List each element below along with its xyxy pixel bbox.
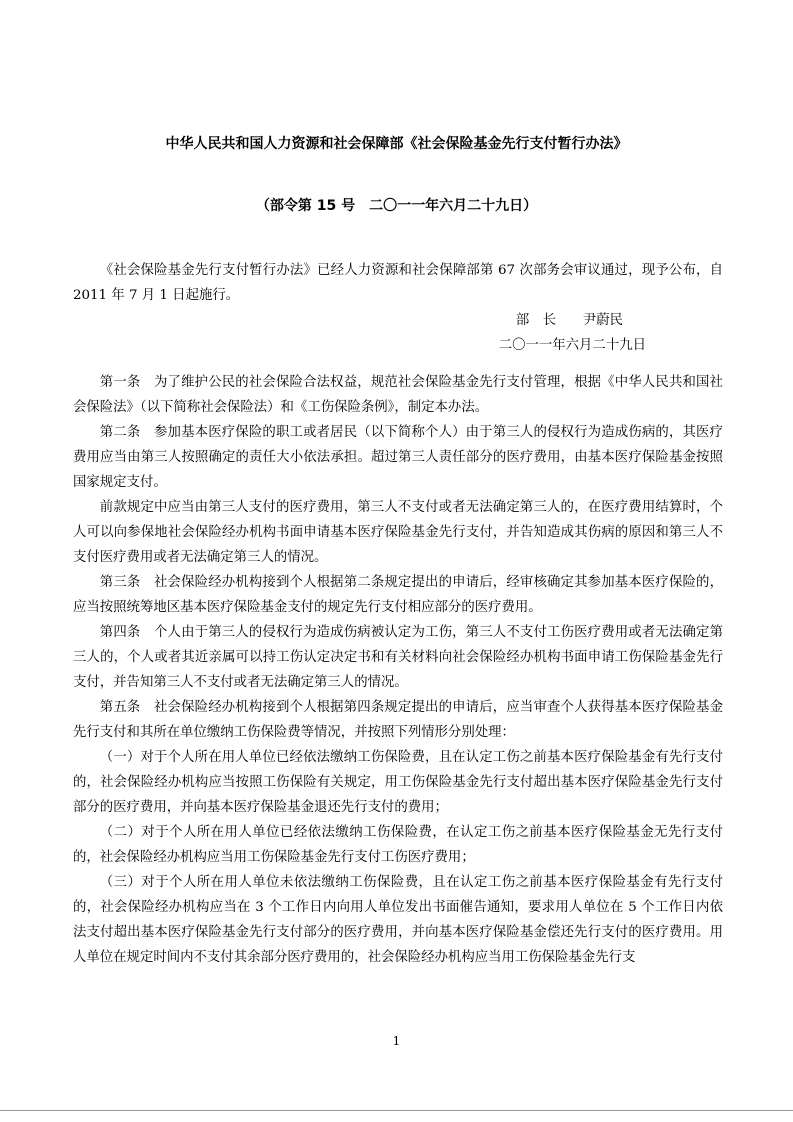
page-divider: [0, 1110, 793, 1111]
article-2-paragraph-2: 前款规定中应当由第三人支付的医疗费用，第三人不支付或者无法确定第三人的，在医疗费用结算时，个人可以向参保地社会保险经办机构书面申请基本医疗保险基金先行支付，并告知造成其伤病的原因和第三人不支付医疗费用或者无法确定第三人的情况。: [73, 500, 723, 565]
document-body: [73, 258, 723, 970]
signature-date: 二〇一一年六月二十九日: [498, 338, 646, 353]
article-1: 第一条 为了维护公民的社会保险合法权益，规范社会保险基金先行支付管理，根据《中华人民共和国社会保险法》（以下简称社会保险法）和《工伤保险条例》，制定本办法。: [73, 375, 723, 415]
signature-line: 部 长 尹蔚民: [515, 313, 623, 328]
page-number: 1: [392, 1034, 401, 1048]
article-5-item-3: （三）对于个人所在用人单位未依法缴纳工伤保险费，且在认定工伤之前基本医疗保险基金有先行支付的，社会保险经办机构应当在 3 个工作日内向用人单位发出书面催告通知，要求用人单位在 5 个工作日内依法支付超出基本医疗保险基金先行支付部分的医疗费用，并向基本医疗保险基金偿还先行支付的医疗费用。用人单位在规定时间内不支付其余部分医疗费用的，社会保险经办机构应当用工伤保险基金先行支: [73, 875, 723, 965]
article-3: 第三条 社会保险经办机构接到个人根据第二条规定提出的申请后，经审核确定其参加基本医疗保险的，应当按照统筹地区基本医疗保险基金支付的规定先行支付相应部分的医疗费用。: [73, 575, 723, 615]
article-5-item-1: （一）对于个人所在用人单位已经依法缴纳工伤保险费，且在认定工伤之前基本医疗保险基金有先行支付的，社会保险经办机构应当按照工伤保险有关规定，用工伤保险基金先行支付超出基本医疗保险基金先行支付部分的医疗费用，并向基本医疗保险基金退还先行支付的费用；: [73, 750, 723, 815]
article-5: 第五条 社会保险经办机构接到个人根据第四条规定提出的申请后，应当审查个人获得基本医疗保险基金先行支付和其所在单位缴纳工伤保险费等情况，并按照下列情形分别处理：: [73, 700, 723, 740]
document-title: 中华人民共和国人力资源和社会保障部《社会保险基金先行支付暂行办法》: [165, 136, 628, 152]
intro-paragraph: 《社会保险基金先行支付暂行办法》已经人力资源和社会保障部第 67 次部务会审议通过，现予公布，自 2011 年 7 月 1 日起施行。: [73, 263, 723, 303]
article-5-item-2: （二）对于个人所在用人单位已经依法缴纳工伤保险费，在认定工伤之前基本医疗保险基金无先行支付的，社会保险经办机构应当用工伤保险基金先行支付工伤医疗费用；: [73, 825, 723, 865]
article-4: 第四条 个人由于第三人的侵权行为造成伤病被认定为工伤，第三人不支付工伤医疗费用或者无法确定第三人的，个人或者其近亲属可以持工伤认定决定书和有关材料向社会保险经办机构书面申请工伤保险基金先行支付，并告知第三人不支付或者无法确定第三人的情况。: [73, 625, 723, 690]
document-subtitle: （部令第 15 号 二〇一一年六月二十九日）: [255, 198, 538, 214]
article-2: 第二条 参加基本医疗保险的职工或者居民（以下简称个人）由于第三人的侵权行为造成伤病的，其医疗费用应当由第三人按照确定的责任大小依法承担。超过第三人责任部分的医疗费用，由基本医疗保险基金按照国家规定支付。: [73, 425, 723, 490]
